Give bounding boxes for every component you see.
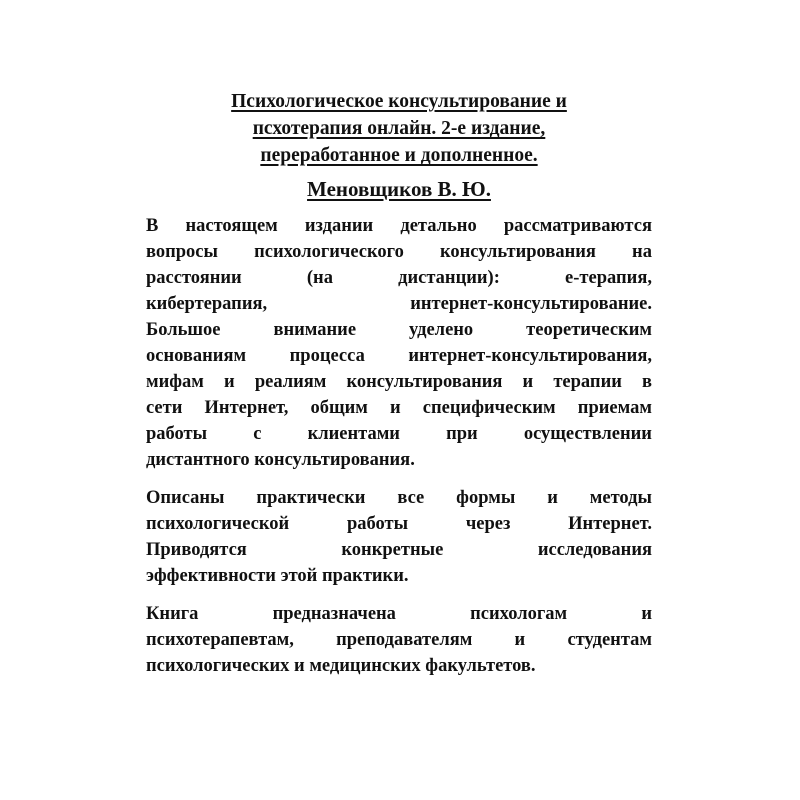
- word: исследования: [537, 540, 652, 560]
- word: расстоянии: [146, 268, 242, 288]
- word: теоретическим: [526, 320, 652, 340]
- word: и: [224, 372, 235, 392]
- paragraph-line: [146, 239, 652, 265]
- word: студентам: [567, 630, 652, 650]
- word: приемам: [577, 398, 652, 418]
- word: е-терапия,: [565, 268, 652, 288]
- word: кибертерапия,: [146, 294, 268, 314]
- word: в: [642, 372, 652, 392]
- word: осуществлении: [523, 424, 652, 444]
- word: реалиям: [254, 372, 327, 392]
- word: клиентами: [307, 424, 400, 444]
- body-paragraph: [146, 213, 652, 473]
- word: (на: [306, 268, 333, 288]
- word: консультирования: [439, 242, 596, 262]
- word: интернет-консультирование.: [410, 294, 652, 314]
- document-title: [146, 88, 652, 169]
- word: преподавателям: [336, 630, 473, 650]
- word: интернет-консультирования,: [408, 346, 652, 366]
- word: предназначена: [272, 604, 396, 624]
- body-paragraph: [146, 601, 652, 679]
- word: при: [446, 424, 478, 444]
- word: консультирования: [346, 372, 503, 392]
- paragraph-line: [146, 511, 652, 537]
- word: вопросы: [146, 242, 218, 262]
- word: через: [465, 514, 511, 534]
- paragraph-line: [146, 291, 652, 317]
- word: дистантного консультирования.: [146, 450, 415, 470]
- word: мифам: [146, 372, 204, 392]
- paragraph-line: [146, 485, 652, 511]
- paragraph-line: [146, 395, 652, 421]
- word: и: [547, 488, 558, 508]
- word: психологической: [146, 514, 290, 534]
- word: работы: [146, 424, 208, 444]
- word: дистанции):: [398, 268, 500, 288]
- word: основаниям: [146, 346, 247, 366]
- document-author: Меновщиков В. Ю.: [307, 177, 491, 201]
- word: внимание: [273, 320, 357, 340]
- word: на: [632, 242, 652, 262]
- word: терапии: [553, 372, 622, 392]
- body-paragraph: [146, 485, 652, 589]
- word: с: [253, 424, 262, 444]
- word: конкретные: [341, 540, 444, 560]
- document-content: [146, 88, 652, 679]
- word: методы: [589, 488, 652, 508]
- word: Книга: [146, 604, 199, 624]
- word: практически: [256, 488, 366, 508]
- word: работы: [346, 514, 409, 534]
- word: уделено: [409, 320, 474, 340]
- word: Описаны: [146, 488, 225, 508]
- paragraph-line: [146, 653, 652, 679]
- word: и: [514, 630, 526, 650]
- word: детально: [400, 216, 477, 236]
- paragraph-line: [146, 265, 652, 291]
- paragraph-line: [146, 343, 652, 369]
- word: Приводятся: [146, 540, 247, 560]
- paragraph-line: [146, 537, 652, 563]
- word: процесса: [289, 346, 365, 366]
- word: рассматриваются: [503, 216, 652, 236]
- paragraph-line: [146, 627, 652, 653]
- paragraph-line: [146, 447, 652, 473]
- word: общим: [310, 398, 368, 418]
- title-line: псхотерапия онлайн. 2-е издание,: [252, 118, 546, 139]
- word: В: [146, 216, 159, 236]
- word: и: [522, 372, 534, 392]
- word: специфическим: [422, 398, 556, 418]
- word: формы: [456, 488, 516, 508]
- word: все: [397, 488, 425, 508]
- word: настоящем: [185, 216, 278, 236]
- title-line: переработанное и дополненное.: [260, 145, 538, 166]
- paragraph-line: [146, 317, 652, 343]
- paragraph-line: [146, 601, 652, 627]
- word: психологам: [470, 604, 568, 624]
- paragraph-line: [146, 213, 652, 239]
- word: психотерапевтам,: [146, 630, 294, 650]
- paragraph-line: [146, 563, 652, 589]
- word: и: [641, 604, 652, 624]
- paragraph-line: [146, 421, 652, 447]
- word: психологического: [254, 242, 404, 262]
- word: и: [390, 398, 401, 418]
- word: издании: [304, 216, 374, 236]
- document-body: [146, 213, 652, 679]
- word: психологических и медицинских факультетов.: [146, 656, 536, 676]
- word: Интернет,: [204, 398, 289, 418]
- paragraph-line: [146, 369, 652, 395]
- word: Большое: [146, 320, 221, 340]
- word: Интернет.: [568, 514, 652, 534]
- title-line: Психологическое консультирование и: [231, 91, 567, 112]
- word: сети: [146, 398, 183, 418]
- word: эффективности этой практики.: [146, 566, 409, 586]
